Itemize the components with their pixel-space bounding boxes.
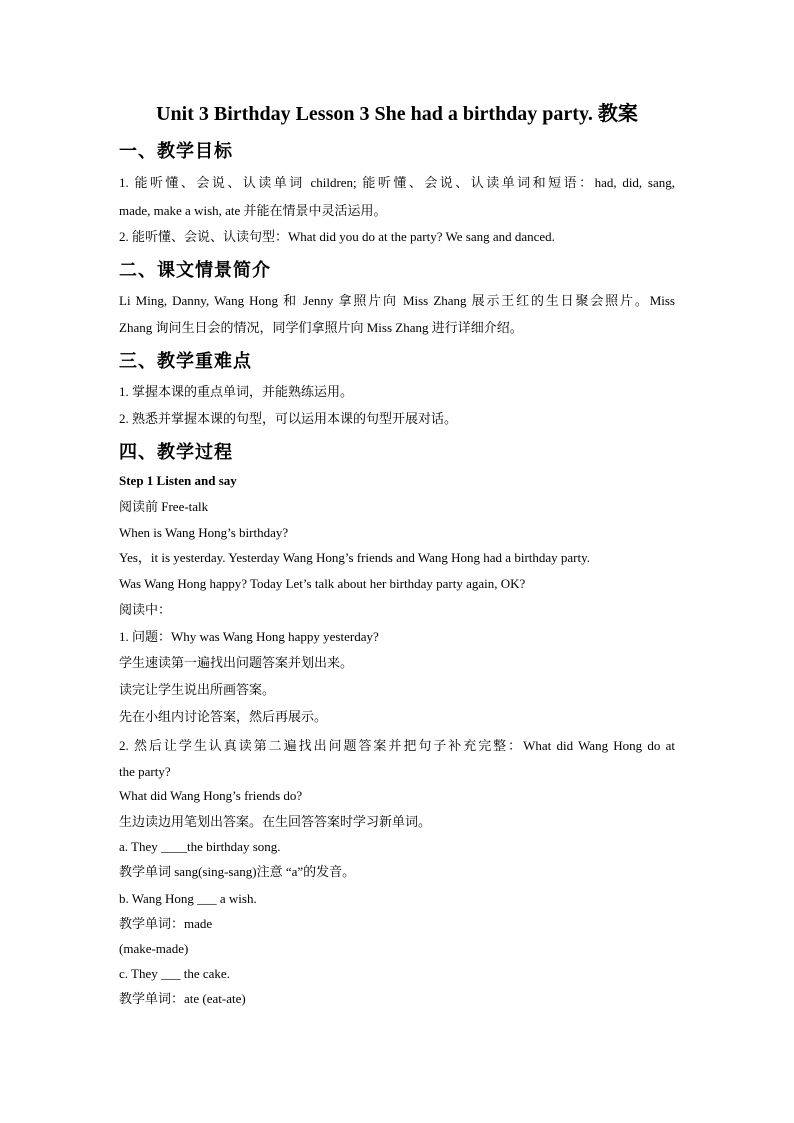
paragraph-line: 教学单词 sang(sing-sang)注意 “a”的发音。 [119, 864, 356, 879]
paragraph-line: 学生速读第一遍找出问题答案并划出来。 [119, 655, 354, 670]
section-heading-key-points: 三、教学重难点 [119, 351, 252, 371]
section-heading-procedure: 四、教学过程 [119, 442, 233, 462]
paragraph-line: 2. 然后让学生认真读第二遍找出问题答案并把句子补充完整：What did Wang Hong do at [119, 738, 675, 753]
paragraph-line: 教学单词：ate (eat-ate) [119, 991, 246, 1006]
paragraph-line: When is Wang Hong’s birthday? [119, 525, 289, 540]
section-heading-objectives: 一、教学目标 [119, 141, 233, 161]
paragraph-line: 先在小组内讨论答案，然后再展示。 [119, 709, 328, 724]
paragraph-line: Li Ming, Danny, Wang Hong 和 Jenny 拿照片向 Miss Zhang 展示王红的生日聚会照片。Miss [119, 293, 675, 308]
document-title: Unit 3 Birthday Lesson 3 She had a birthday party. 教案 [156, 103, 638, 125]
paragraph-line: 2. 能听懂、会说、认读句型：What did you do at the party? We sang and danced. [119, 229, 555, 244]
paragraph-line: 阅读中： [119, 602, 172, 617]
paragraph-line: c. They ___ the cake. [119, 966, 230, 981]
paragraph-line: the party? [119, 764, 171, 779]
paragraph-line: Yes，it is yesterday. Yesterday Wang Hong’s friends and Wang Hong had a birthday party. [119, 550, 591, 565]
paragraph-line: b. Wang Hong ___ a wish. [119, 891, 257, 906]
paragraph-line: 2. 熟悉并掌握本课的句型，可以运用本课的句型开展对话。 [119, 411, 458, 426]
paragraph-line: 教学单词：made [119, 916, 213, 931]
paragraph-line: What did Wang Hong’s friends do? [119, 788, 303, 803]
paragraph-line: 读完让学生说出所画答案。 [119, 682, 276, 697]
paragraph-line: Was Wang Hong happy? Today Let’s talk about her birthday party again, OK? [119, 576, 526, 591]
paragraph-line: a. They ____the birthday song. [119, 839, 281, 854]
paragraph-line: made, make a wish, ate 并能在情景中灵活运用。 [119, 203, 387, 218]
paragraph-line: 阅读前 Free-talk [119, 499, 209, 514]
step-heading: Step 1 Listen and say [119, 473, 237, 488]
paragraph-line: 1. 问题：Why was Wang Hong happy yesterday? [119, 629, 379, 644]
paragraph-line: 生边读边用笔划出答案。在生回答答案时学习新单词。 [119, 814, 432, 829]
paragraph-line: (make-made) [119, 941, 189, 956]
paragraph-line: 1. 掌握本课的重点单词，并能熟练运用。 [119, 384, 354, 399]
section-heading-context: 二、课文情景简介 [119, 260, 271, 280]
paragraph-line: 1. 能听懂、会说、认读单词 children; 能听懂、会说、认读单词和短语：had, did, sang, [119, 175, 675, 190]
paragraph-line: Zhang 询问生日会的情况，同学们拿照片向 Miss Zhang 进行详细介绍。 [119, 320, 523, 335]
